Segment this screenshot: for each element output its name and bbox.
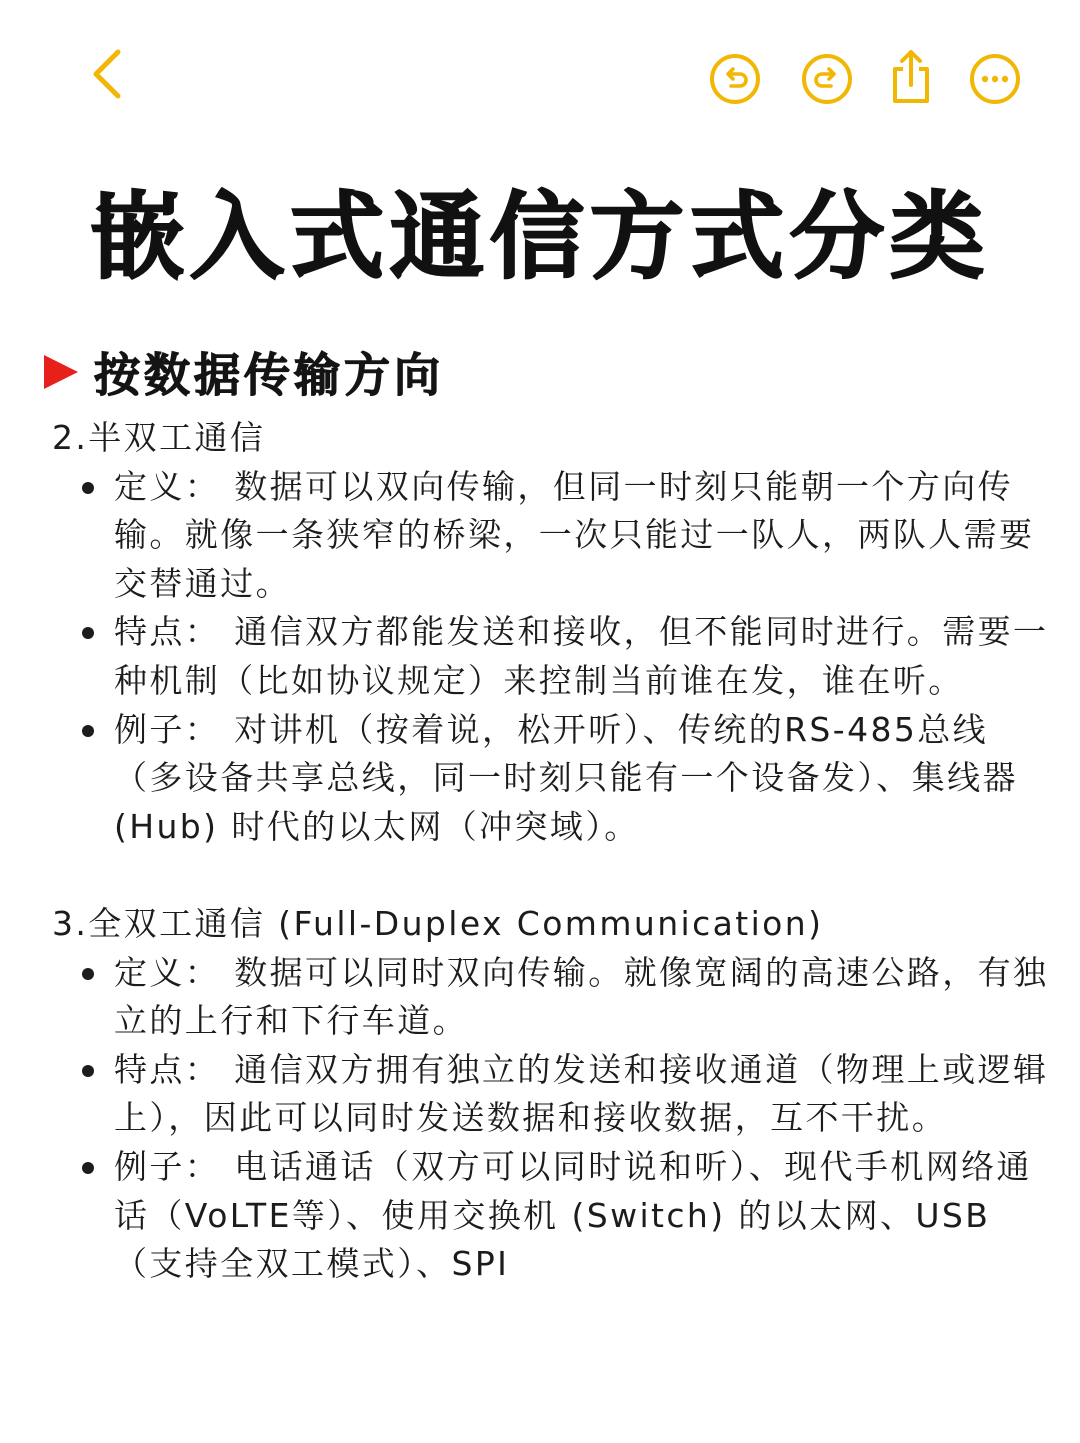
redo-icon <box>800 52 854 106</box>
bullet-icon <box>82 627 94 639</box>
back-button[interactable] <box>78 46 134 102</box>
chevron-left-icon <box>86 48 126 100</box>
item-head: 定义： <box>114 952 221 992</box>
note-body <box>52 414 1052 1289</box>
section-heading <box>44 340 444 404</box>
list-item <box>52 608 1052 705</box>
list-item <box>52 1143 1052 1289</box>
item-head: 例子： <box>114 1146 221 1186</box>
bullet-icon <box>82 725 94 737</box>
item-head: 例子： <box>114 709 221 749</box>
half-duplex-list <box>52 463 1052 852</box>
item-head: 特点： <box>114 612 221 652</box>
list-item <box>52 706 1052 852</box>
more-icon <box>968 52 1022 106</box>
section-label: 按数据传输方向 <box>94 348 444 402</box>
share-button[interactable] <box>884 48 938 106</box>
item-text: 电话通话（双方可以同时说和听）、现代手机网络通话（VoLTE等）、使用交换机 (Switch) 的以太网、USB（支持全双工模式）、SPI <box>114 1146 1032 1284</box>
item-text: 通信双方都能发送和接收，但不能同时进行。需要一种机制（比如协议规定）来控制当前谁在发，谁在听。 <box>114 612 1049 700</box>
item-text: 数据可以双向传输，但同一时刻只能朝一个方向传输。就像一条狭窄的桥梁，一次只能过一队人，两队人需要交替通过。 <box>114 466 1035 603</box>
full-duplex-list <box>52 949 1052 1289</box>
undo-icon <box>708 52 762 106</box>
full-duplex-title: 3.全双工通信 (Full-Duplex Communication) <box>52 903 824 943</box>
undo-button[interactable] <box>708 52 762 106</box>
list-item <box>52 949 1052 1046</box>
list-item <box>52 463 1052 609</box>
item-head: 定义： <box>114 466 221 506</box>
bullet-icon <box>82 968 94 980</box>
bullet-icon <box>82 1065 94 1077</box>
bullet-icon <box>82 1162 94 1174</box>
item-text: 通信双方拥有独立的发送和接收通道（物理上或逻辑上），因此可以同时发送数据和接收数据，互不干扰。 <box>114 1049 1049 1138</box>
toolbar <box>0 0 1080 150</box>
bullet-icon <box>82 482 94 494</box>
page-title: 嵌入式通信方式分类 <box>89 183 990 292</box>
half-duplex-title: 2.半双工通信 <box>52 418 266 457</box>
list-item <box>52 1046 1052 1143</box>
item-text: 对讲机（按着说，松开听）、传统的RS-485总线（多设备共享总线，同一时刻只能有一个设备发）、集线器 (Hub) 时代的以太网（冲突域）。 <box>114 709 1018 846</box>
play-arrow-icon <box>44 355 78 389</box>
redo-button[interactable] <box>800 52 854 106</box>
item-text: 数据可以同时双向传输。就像宽阔的高速公路，有独立的上行和下行车道。 <box>114 952 1049 1041</box>
more-button[interactable] <box>968 52 1022 106</box>
share-icon <box>887 49 935 105</box>
item-head: 特点： <box>114 1049 221 1089</box>
